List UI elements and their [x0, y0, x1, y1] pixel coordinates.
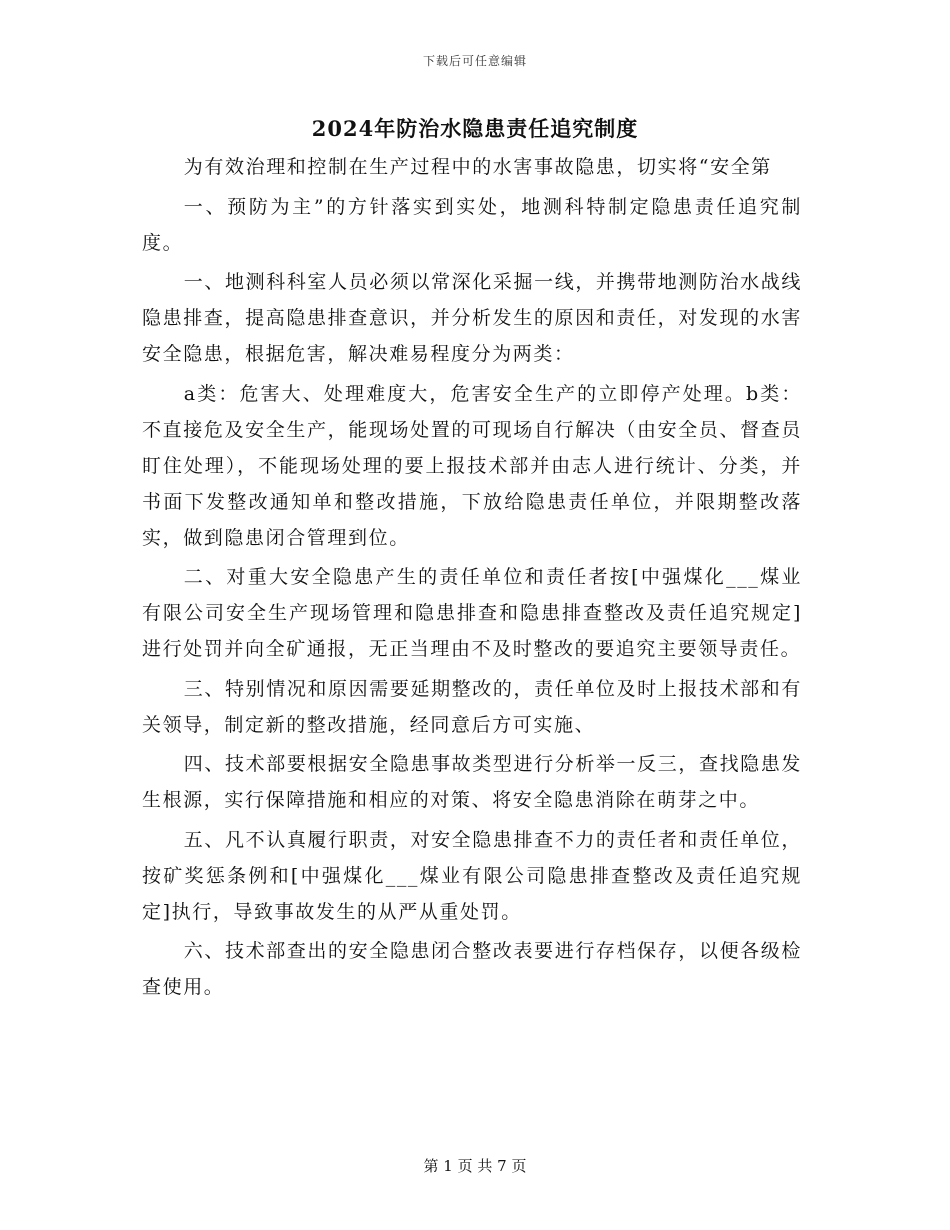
paragraph: 二、对重大安全隐患产生的责任单位和责任者按[中强煤化___煤业有限公司安全生产现场管理和隐患排查和隐患排查整改及责任追究规定]进行处罚并向全矿通报，无正当理由不及时整改的要追究主要领导责任。: [142, 566, 802, 660]
paragraph: 一、预防为主”的方针落实到实处，地测科特制定隐患责任追究制度。: [142, 195, 802, 254]
page-footer: 第 1 页 共 7 页: [423, 1157, 527, 1175]
document-body: [142, 149, 802, 1009]
paragraph: 三、特别情况和原因需要延期整改的，责任单位及时上报技术部和有关领导，制定新的整改措施，经同意后方可实施、: [142, 677, 802, 736]
paragraph: a类：危害大、处理难度大，危害安全生产的立即停产处理。b类：不直接危及安全生产，能现场处置的可现场自行解决（由安全员、督查员盯住处理），不能现场处理的要上报技术部并由志人进行统计、分类，并书面下发整改通知单和整改措施，下放给隐患责任单位，并限期整改落实，做到隐患闭合管理到位。: [142, 382, 802, 549]
paragraph: 一、地测科科室人员必须以常深化采掘一线，并携带地测防治水战线隐患排查，提高隐患排查意识，并分析发生的原因和责任，对发现的水害安全隐患，根据危害，解决难易程度分为两类：: [142, 271, 802, 365]
paragraph: 五、凡不认真履行职责，对安全隐患排查不力的责任者和责任单位，按矿奖惩条例和[中强煤化___煤业有限公司隐患排查整改及责任追究规定]执行，导致事故发生的从严从重处罚。: [142, 828, 802, 923]
paragraph: 为有效治理和控制在生产过程中的水害事故隐患，切实将“安全第: [183, 156, 772, 178]
paragraph: 六、技术部查出的安全隐患闭合整改表要进行存档保存，以便各级检查使用。: [142, 940, 802, 998]
header-note: 下载后可任意编辑: [422, 54, 527, 68]
paragraph: 四、技术部要根据安全隐患事故类型进行分析举一反三，查找隐患发生根源，实行保障措施和相应的对策、将安全隐患消除在萌芽之中。: [142, 753, 802, 811]
document-title: 2024年防治水隐患责任追究制度: [311, 116, 639, 141]
